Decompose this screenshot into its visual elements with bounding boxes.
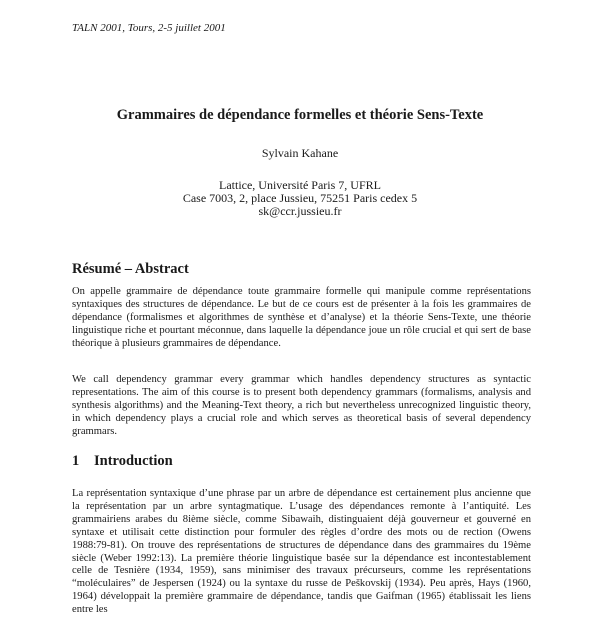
affiliation-email: sk@ccr.jussieu.fr bbox=[258, 204, 342, 218]
affiliation-address: Case 7003, 2, place Jussieu, 75251 Paris cedex 5 bbox=[182, 191, 418, 205]
resume-paragraph-fr: On appelle grammaire de dépendance toute grammaire formelle qui manipule comme représentations syntaxiques des structures de dépendance. Le but de ce cours est de présenter à la fois les grammaires de dépendance (formalismes et algorithmes de synthèse et d’analyse) et la théorie Sens-Texte, une théorie linguistique riche et pourtant méconnue, dans laquelle la dépendance joue un rôle crucial et qui sert de base théorique à plusieurs grammaires de dépendance. bbox=[72, 286, 531, 349]
abstract-paragraph-en: We call dependency grammar every grammar which handles dependency structures as syntactic representations. The aim of this course is to present both dependency grammars (formalisms, analysis and synthesis algorithms) and the Meaning-Text theory, a rich but nevertheless unrecognized linguistic theory, in which dependency plays a crucial role and which serves as theoretical basis of several dependency grammars. bbox=[72, 374, 531, 437]
running-head: TALN 2001, Tours, 2-5 juillet 2001 bbox=[72, 22, 226, 34]
section-title: Introduction bbox=[94, 453, 173, 469]
introduction-heading bbox=[72, 453, 173, 470]
introduction-paragraph: La représentation syntaxique d’une phrase par un arbre de dépendance est certainement plus ancienne que la représentation par un arbre syntagmatique. L’usage des dépendances remonte à l’antiquité. Les grammairiens arabes du 8ième siècle, comme Sibawaih, distinguaient déjà gouverneur et gouverné en syntaxe et utilisait cette distinction pour formuler des règles d’ordre des mots ou de rection (Owens 1988:79-81). On trouve des représentations de structures de dépendance dans des grammaires du 19ème siècle (Weber 1992:13). La première théorie linguistique basée sur la dépendance est incontestablement celle de Tesnière (1934, 1959), sans minimiser des travaux précurseurs, comme les représentations “moléculaires” de Jespersen (1924) ou la syntaxe du russe de Peškovskij (1934). Peu après, Hays (1960, 1964) développait la première grammaire de dépendance, tandis que Gaifman (1965) établissait les liens entre les bbox=[72, 488, 531, 616]
affiliation-institution: Lattice, Université Paris 7, UFRL bbox=[219, 178, 381, 192]
abstract-heading: Résumé – Abstract bbox=[72, 261, 189, 277]
section-number: 1 bbox=[72, 453, 80, 469]
author-name: Sylvain Kahane bbox=[261, 146, 339, 160]
paper-title: Grammaires de dépendance formelles et théorie Sens-Texte bbox=[116, 107, 484, 123]
